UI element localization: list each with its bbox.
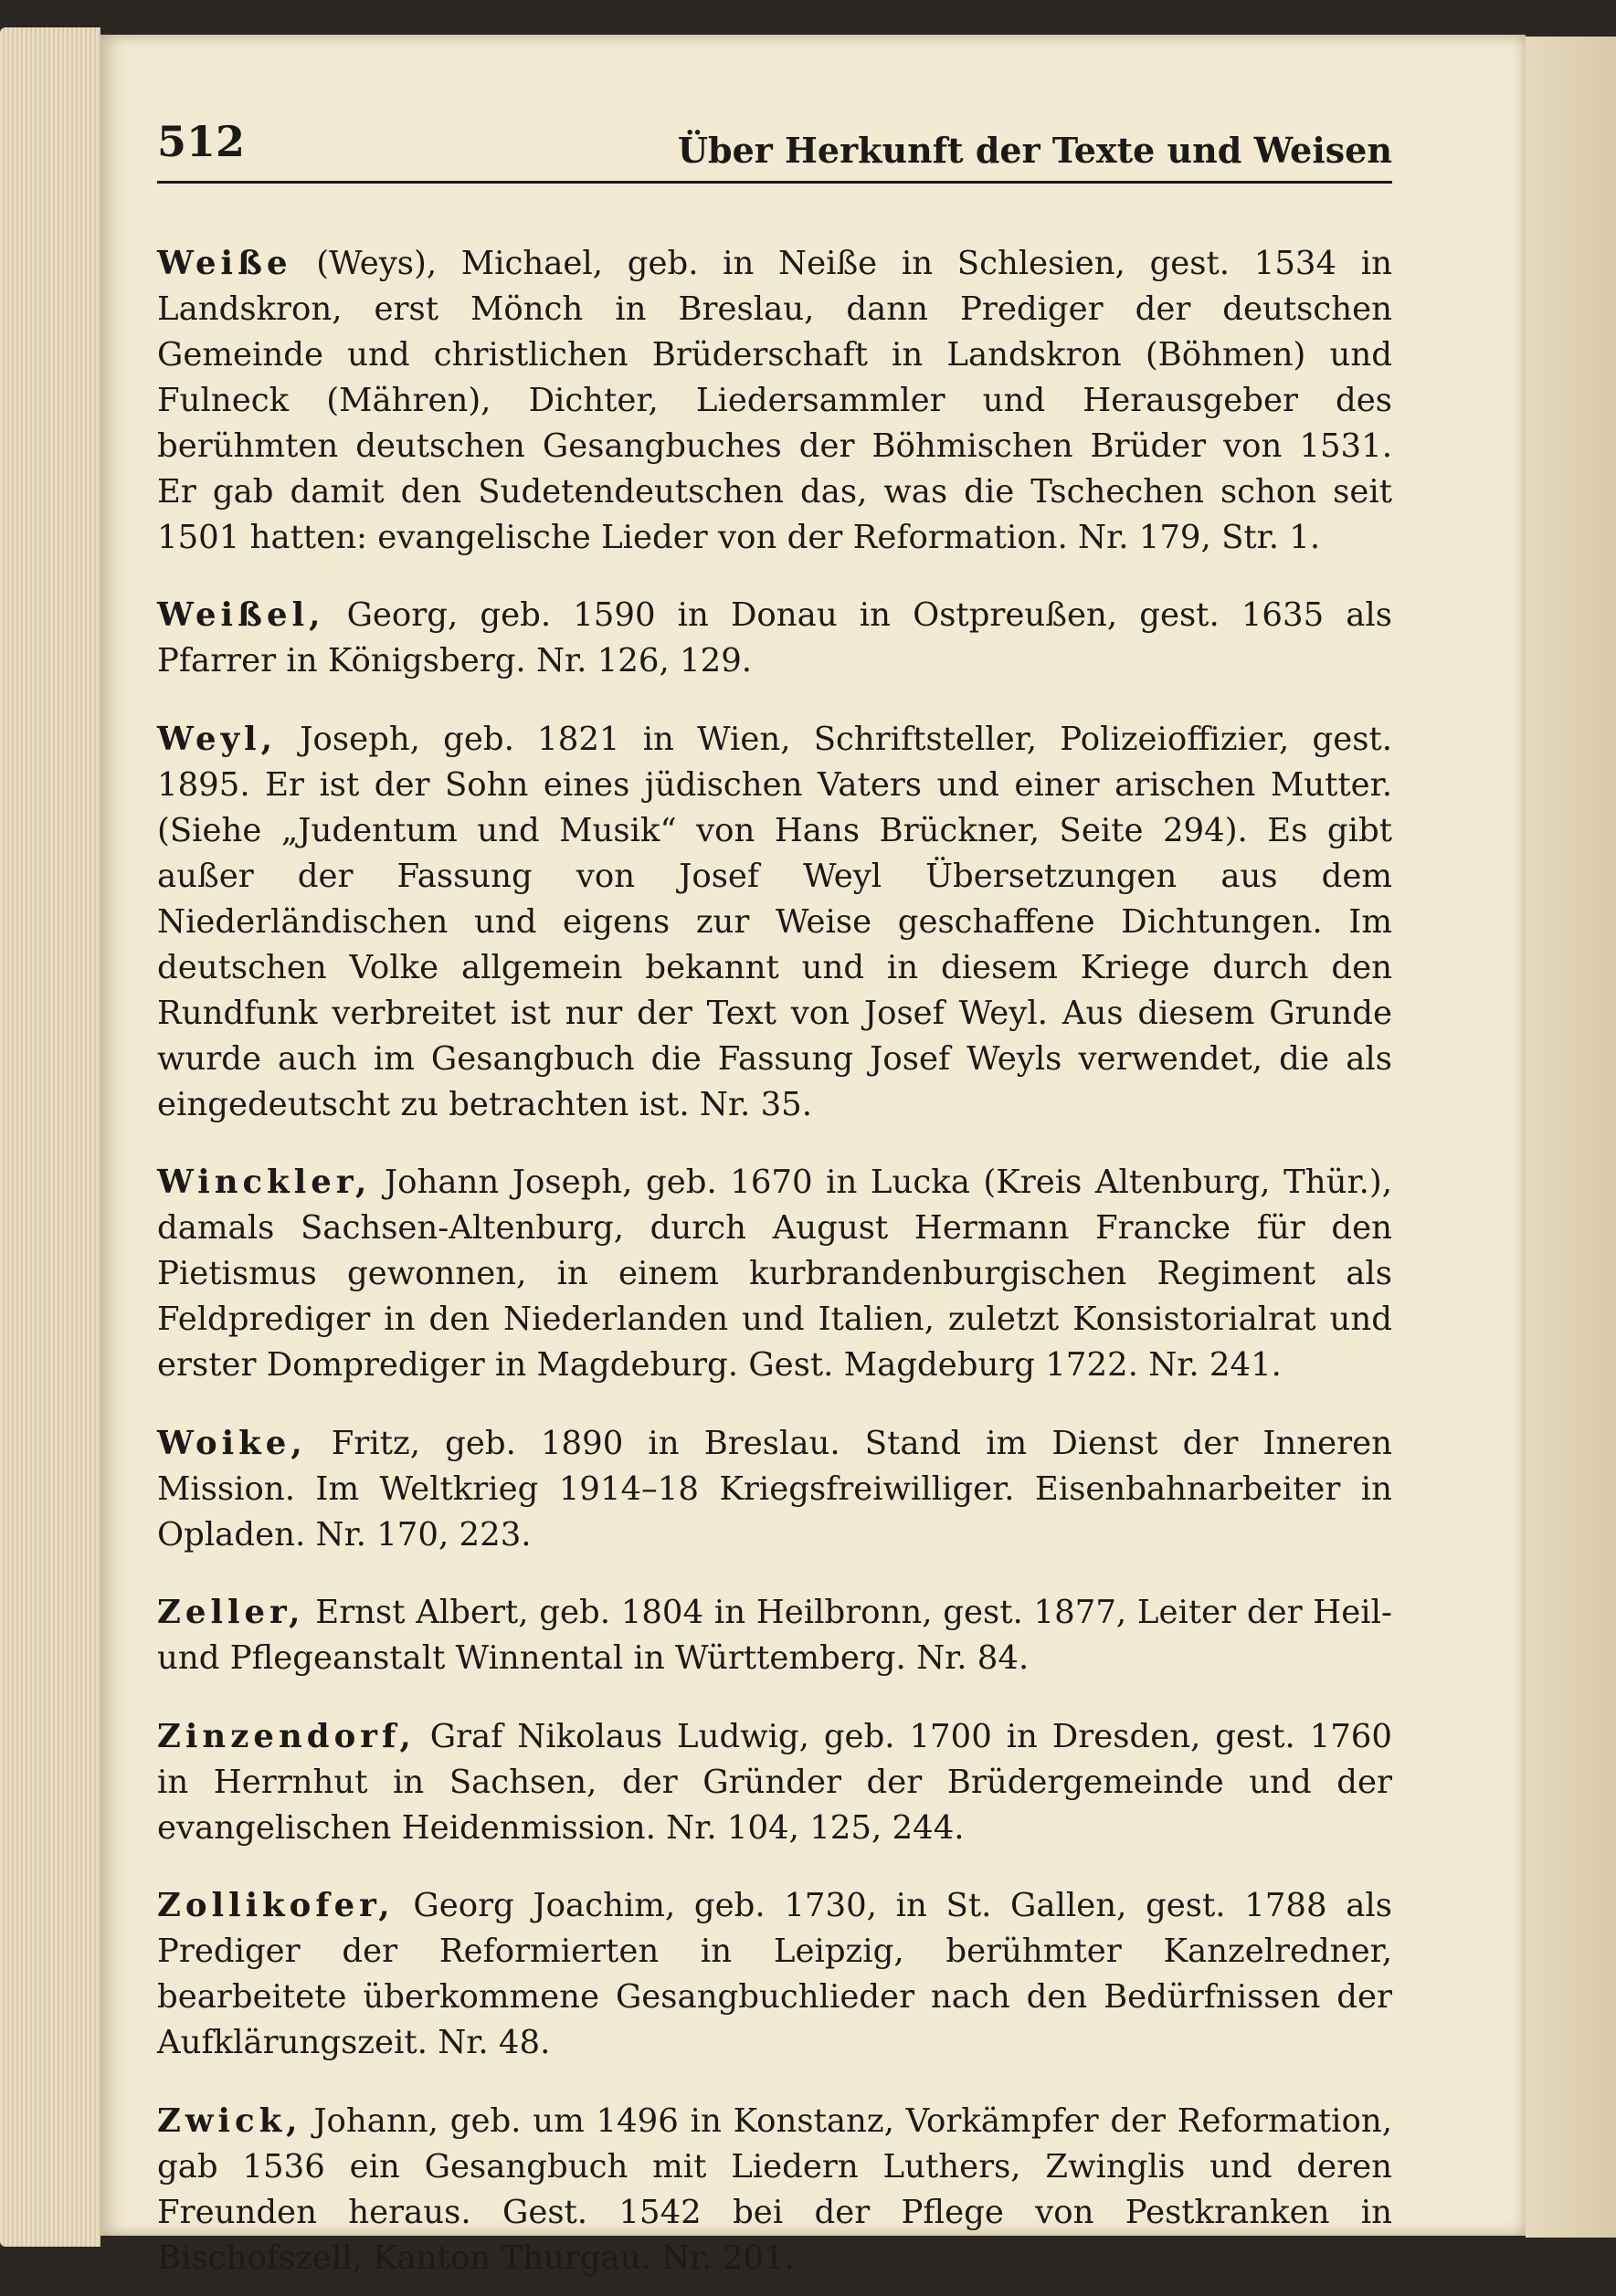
entry-name: Winckler, [157, 1164, 372, 1201]
facing-page-edge [1526, 37, 1616, 2238]
entry-name: Zwick, [157, 2101, 302, 2140]
entry-text: Ernst Albert, geb. 1804 in Heilbronn, gest. 1877, Leiter der Heil- und Pflegeanstalt Winnental in Württemberg. Nr. 84. [157, 1594, 1392, 1677]
entry-weisse [157, 241, 1392, 561]
entry-text: Georg Joachim, geb. 1730, in St. Gallen, gest. 1788 als Prediger der Reformierten in Leipzig, berühmter Kanzelredner, bearbeitete überkommene Gesangbuchlieder nach den Bedürfnissen der Aufklärungszeit. Nr. 48. [157, 1887, 1392, 2061]
entry-zeller [157, 1590, 1392, 1681]
entry-text: Joseph, geb. 1821 in Wien, Schriftsteller, Polizeioffizier, gest. 1895. Er ist der Sohn eines jüdischen Vaters und einer arischen Mutter. (Siehe „Judentum und Musik“ von Hans Brückner, Seite 294). Es gibt außer der Fassung von Josef Weyl Übersetzungen aus dem Niederländischen und eigens zur Weise geschaffene Dichtungen. Im deutschen Volke allgemein bekannt und in diesem Kriege durch den Rundfunk verbreitet ist nur der Text von Josef Weyl. Aus diesem Grunde wurde auch im Gesangbuch die Fassung Josef Weyls verwendet, die als eingedeutscht zu betrachten ist. Nr. 35. [157, 720, 1392, 1123]
running-title: Über Herkunft der Texte und Weisen [677, 130, 1392, 171]
page-header [157, 117, 1392, 184]
entry-zollikofer [157, 1883, 1392, 2066]
page-number: 512 [157, 117, 246, 166]
entry-text: (Weys), Michael, geb. in Neiße in Schlesien, gest. 1534 in Landskron, erst Mönch in Breslau, dann Prediger der deutschen Gemeinde und christlichen Brüderschaft in Landskron (Böhmen) und Fulneck (Mähren), Dichter, Liedersammler und Herausgeber des berühmten deutschen Gesangbuches der Böhmischen Brüder von 1531. Er gab damit den Sudetendeutschen das, was die Tschechen schon seit 1501 hatten: evangelische Lieder von der Reformation. Nr. 179, Str. 1. [157, 244, 1392, 556]
entry-name: Weiße [157, 244, 292, 282]
entry-weyl [157, 717, 1392, 1128]
entry-name: Zollikofer, [157, 1887, 395, 1924]
entry-name: Woike, [157, 1424, 307, 1462]
entry-text: Georg, geb. 1590 in Donau in Ostpreußen, gest. 1635 als Pfarrer in Königsberg. Nr. 126, 129. [157, 596, 1392, 679]
entry-name: Zinzendorf, [157, 1717, 416, 1755]
entry-name: Zeller, [157, 1594, 305, 1631]
entry-name: Weißel, [157, 596, 325, 634]
entry-woike [157, 1421, 1392, 1558]
biography-entries [157, 208, 1392, 2296]
book-page-edges [0, 27, 100, 2247]
entry-weissel [157, 593, 1392, 684]
entry-text: Johann Joseph, geb. 1670 in Lucka (Kreis Altenburg, Thür.), damals Sachsen-Altenburg, durch August Hermann Francke für den Pietismus gewonnen, in einem kurbrandenburgischen Regiment als Feldprediger in den Niederlanden und Italien, zuletzt Konsistorialrat und erster Domprediger in Magdeburg. Gest. Magdeburg 1722. Nr. 241. [157, 1164, 1392, 1384]
entry-text: Graf Nikolaus Ludwig, geb. 1700 in Dresden, gest. 1760 in Herrnhut in Sachsen, der Gründer der Brüdergemeinde und der evangelischen Heidenmission. Nr. 104, 125, 244. [157, 1717, 1392, 1847]
entry-zwick [157, 2099, 1392, 2281]
entry-name: Weyl, [157, 720, 278, 758]
entry-zinzendorf [157, 1714, 1392, 1851]
entry-winckler [157, 1160, 1392, 1388]
entry-text: Fritz, geb. 1890 in Breslau. Stand im Dienst der Inneren Mission. Im Weltkrieg 1914–18 Kriegsfreiwilliger. Eisenbahnarbeiter in Opladen. Nr. 170, 223. [157, 1424, 1392, 1553]
entry-text: Johann, geb. um 1496 in Konstanz, Vorkämpfer der Reformation, gab 1536 ein Gesangbuch mit Liedern Luthers, Zwinglis und deren Freunden heraus. Gest. 1542 bei der Pflege von Pestkranken in Bischofszell, Kanton Thurgau. Nr. 201. [157, 2101, 1392, 2277]
